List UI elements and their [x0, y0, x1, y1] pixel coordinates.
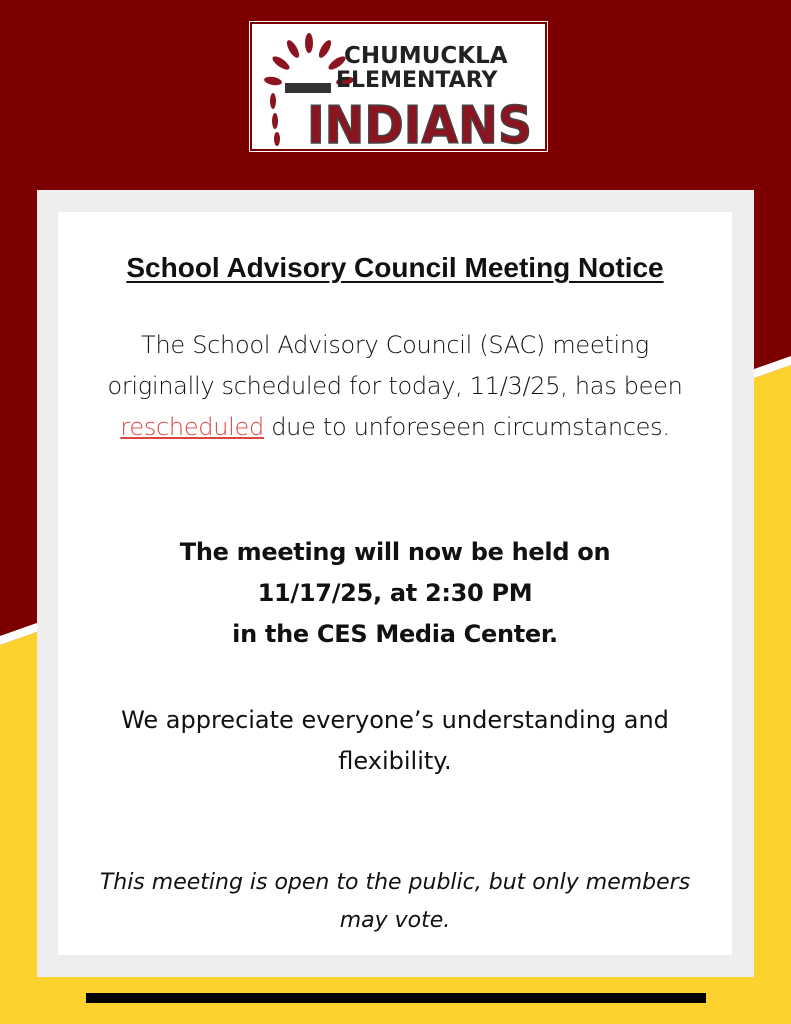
- rescheduled-link[interactable]: rescheduled: [120, 413, 264, 441]
- school-logo: [249, 21, 548, 152]
- svg-text:CHUMUCKLA: CHUMUCKLA: [344, 43, 508, 69]
- svg-text:INDIANS: INDIANS: [307, 96, 532, 152]
- decorative-bar: [86, 993, 706, 1003]
- notice-card: [58, 212, 732, 955]
- meeting-line: The meeting will now be held on: [179, 538, 611, 566]
- notice-title: School Advisory Council Meeting Notice: [126, 252, 664, 283]
- svg-text:ELEMENTARY: ELEMENTARY: [336, 68, 498, 93]
- appreciation-text: We appreciate everyone’s understanding and flexibility.: [121, 706, 669, 775]
- paragraph-text: due to unforeseen circumstances.: [263, 413, 670, 441]
- new-meeting-details: [98, 532, 692, 655]
- public-notice-footer: This meeting is open to the public, but only members may vote.: [99, 870, 691, 933]
- meeting-location: in the CES Media Center.: [232, 620, 558, 648]
- notice-paragraph: [98, 325, 692, 448]
- meeting-date-time: 11/17/25, at 2:30 PM: [257, 579, 533, 607]
- paragraph-text: The School Advisory Council (SAC) meeting originally scheduled for today, 11/3/25, has been: [107, 331, 683, 400]
